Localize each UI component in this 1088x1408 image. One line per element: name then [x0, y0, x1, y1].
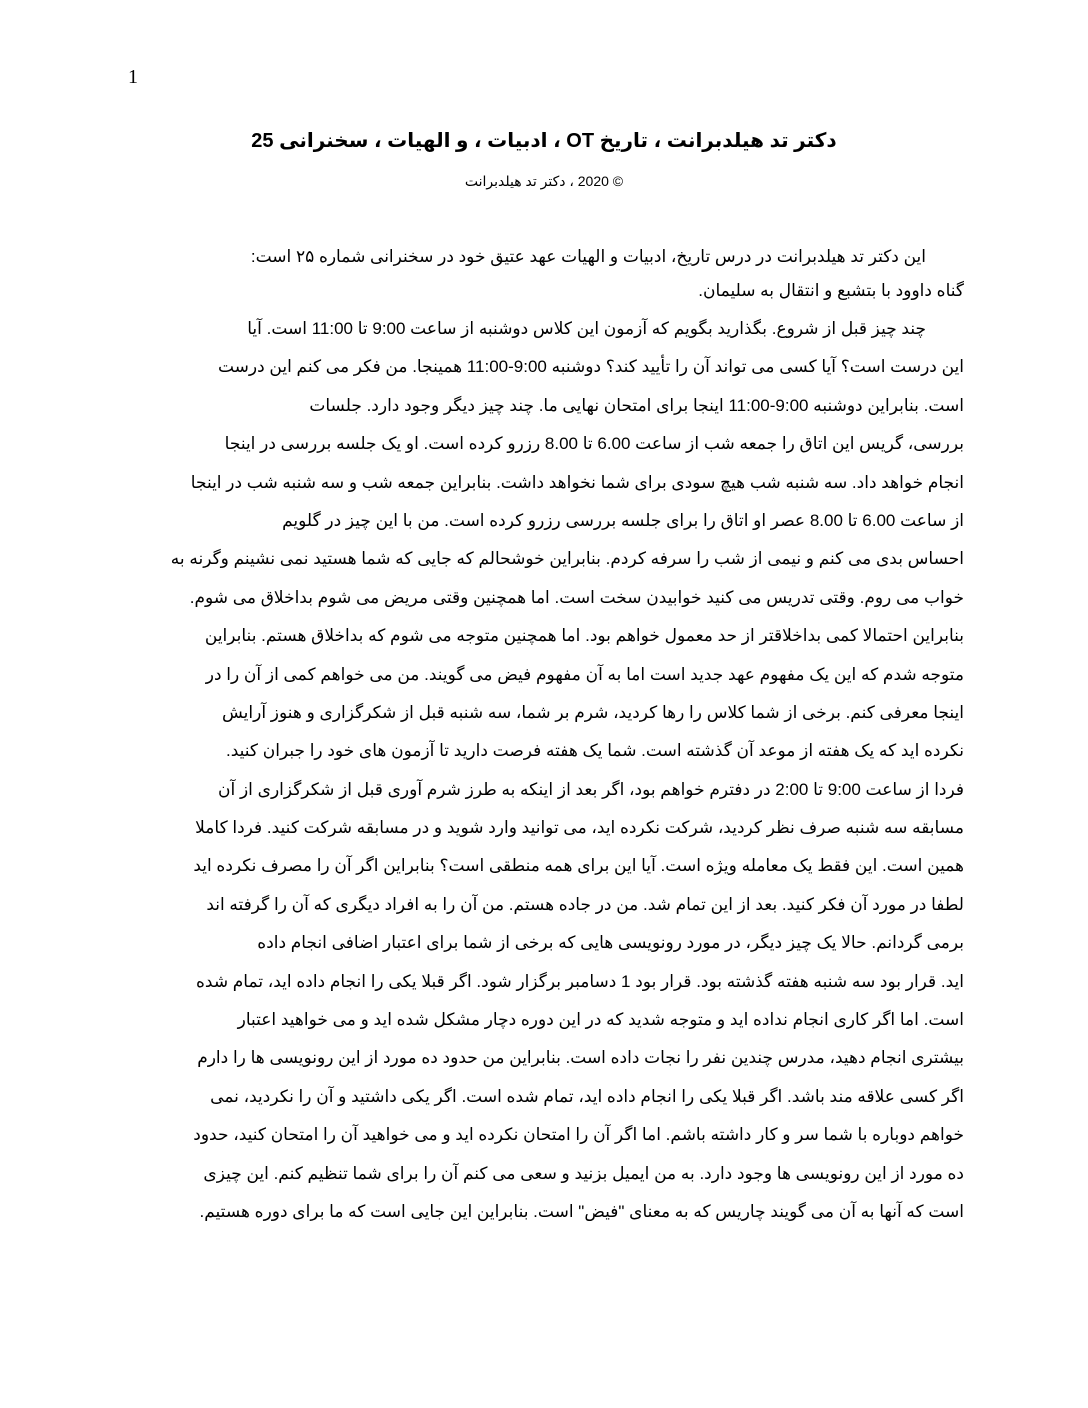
text-line: اینجا معرفی کنم. برخی از شما کلاس را رها کردید، شرم بر شما، سه شنبه قبل از شکرگزاری و هنوز آرایش: [222, 702, 964, 722]
text-line: اید. قرار بود سه شنبه هفته گذشته بود. قرار بود 1 دسامبر برگزار شود. اگر قبلا یکی را انجام داده اید، تمام شده: [195, 971, 964, 991]
text-line: متوجه شدم که این یک مفهوم عهد جدید است اما به آن مفهوم فیض می گویند. من می خواهم کمی از آن را در: [205, 664, 964, 684]
paragraph-intro: [128, 240, 964, 308]
text-line: این درست است؟ آیا کسی می تواند آن را تأیید کند؟ دوشنبه 9:00-11:00 همینجا. من فکر می کنم این درست: [217, 357, 964, 377]
text-line: نکرده اید که یک هفته از موعد آن گذشته است. شما یک هفته فرصت دارید تا آزمون های خود را جبران کنید.: [226, 741, 964, 761]
text-line: بررسی، گریس این اتاق را جمعه شب از ساعت 6.00 تا 8.00 رزرو کرده است. او یک جلسه بررسی در اینجا: [224, 434, 964, 454]
paragraph-main: [128, 310, 964, 1231]
text-line: است که آنها به آن می گویند چاریس که به معنای "فیض" است. بنابراین این جایی است که ما برای دوره هستیم.: [199, 1201, 964, 1221]
text-line: ده مورد از این رونویسی ها وجود دارد. به من ایمیل بزنید و سعی می کنم آن را برای شما تنظیم کنم. این چیزی: [203, 1163, 964, 1183]
text-line: از ساعت 6.00 تا 8.00 عصر او اتاق را برای جلسه بررسی رزرو کرده است. من با این چیز در گلویم: [282, 510, 964, 530]
text-line: گناه داوود با بتشبع و انتقال به سلیمان.: [698, 281, 964, 300]
text-line: بنابراین احتمالا کمی بداخلاقتر از حد معمول خواهم بود. اما همچنین متوجه می شوم که بداخلاق هستم. بنابراین: [204, 626, 964, 646]
text-line: است. بنابراین دوشنبه 9:00-11:00 اینجا برای امتحان نهایی ما. چند چیز دیگر وجود دارد. جلسات: [309, 395, 964, 415]
text-line: لطفا در مورد آن فکر کنید. بعد از این تمام شد. من در جاده هستم. من آن را به افراد دیگری که آن را گرفته اند: [206, 894, 964, 914]
text-line: این دکتر تد هیلدبرانت در درس تاریخ، ادبیات و الهیات عهد عتیق خود در سخنرانی شماره ۲۵ است:: [250, 247, 926, 266]
text-line: چند چیز قبل از شروع. بگذارید بگویم که آزمون این کلاس دوشنبه از ساعت 9:00 تا 11:00 است. آیا: [247, 319, 926, 338]
text-line: اگر کسی علاقه مند باشد. اگر قبلا یکی را انجام داده اید، تمام شده است. اگر یکی داشتید و آن را نکردید، نمی: [210, 1086, 964, 1106]
text-line: خواب می روم. وقتی تدریس می کنید خوابیدن سخت است. اما همچنین وقتی مریض می شوم بداخلاق می شوم.: [189, 587, 964, 607]
text-line: انجام خواهد داد. سه شنبه شب هیچ سودی برای شما نخواهد داشت. بنابراین جمعه شب و سه شنبه شب در اینجا: [190, 472, 964, 492]
text-line: بیشتری انجام دهید، مدرس چندین نفر را نجات داده است. بنابراین من حدود ده مورد از این رونویسی ها را دارم: [197, 1048, 964, 1068]
text-line: احساس بدی می کنم و نیمی از شب را سرفه کردم. بنابراین خوشحالم که جایی که شما هستید نمی نشینم وگرنه به: [170, 549, 964, 569]
text-line: خواهم دوباره با شما سر و کار داشته باشم. اما اگر آن را امتحان نکرده اید و می خواهید آن را امتحان کنید، حدود: [193, 1125, 964, 1145]
text-line: همین است. این فقط یک معامله ویژه است. آیا این برای همه منطقی است؟ بنابراین اگر آن را مصرف نکرده اید: [193, 856, 964, 876]
text-line: است. اما اگر کاری انجام نداده اید و متوجه شدید که در این دوره دچار مشکل شده اید و می خواهید اعتبار: [237, 1010, 964, 1030]
text-line: فردا از ساعت 9:00 تا 2:00 در دفترم خواهم بود، اگر بعد از اینکه به طرز شرم آوری قبل از شکرگزاری از آن: [218, 779, 964, 799]
text-line: برمی گردانم. حالا یک چیز دیگر، در مورد رونویسی هایی که برخی از شما برای اعتبار اضافی انجام داده: [257, 933, 964, 953]
page-number: 1: [128, 66, 138, 88]
body-text: [128, 240, 964, 1231]
document-title: دکتر تد هیلدبرانت ، تاریخ OT ، ادبیات ، و الهیات ، سخنرانی 25: [251, 130, 837, 152]
text-line: مسابقه سه شنبه صرف نظر کردید، شرکت نکرده اید، می توانید وارد شوید و در مسابقه شرکت کنید. فردا کاملا: [195, 818, 964, 838]
copyright-line: © 2020 ، دکتر تد هیلدبرانت: [464, 173, 624, 189]
